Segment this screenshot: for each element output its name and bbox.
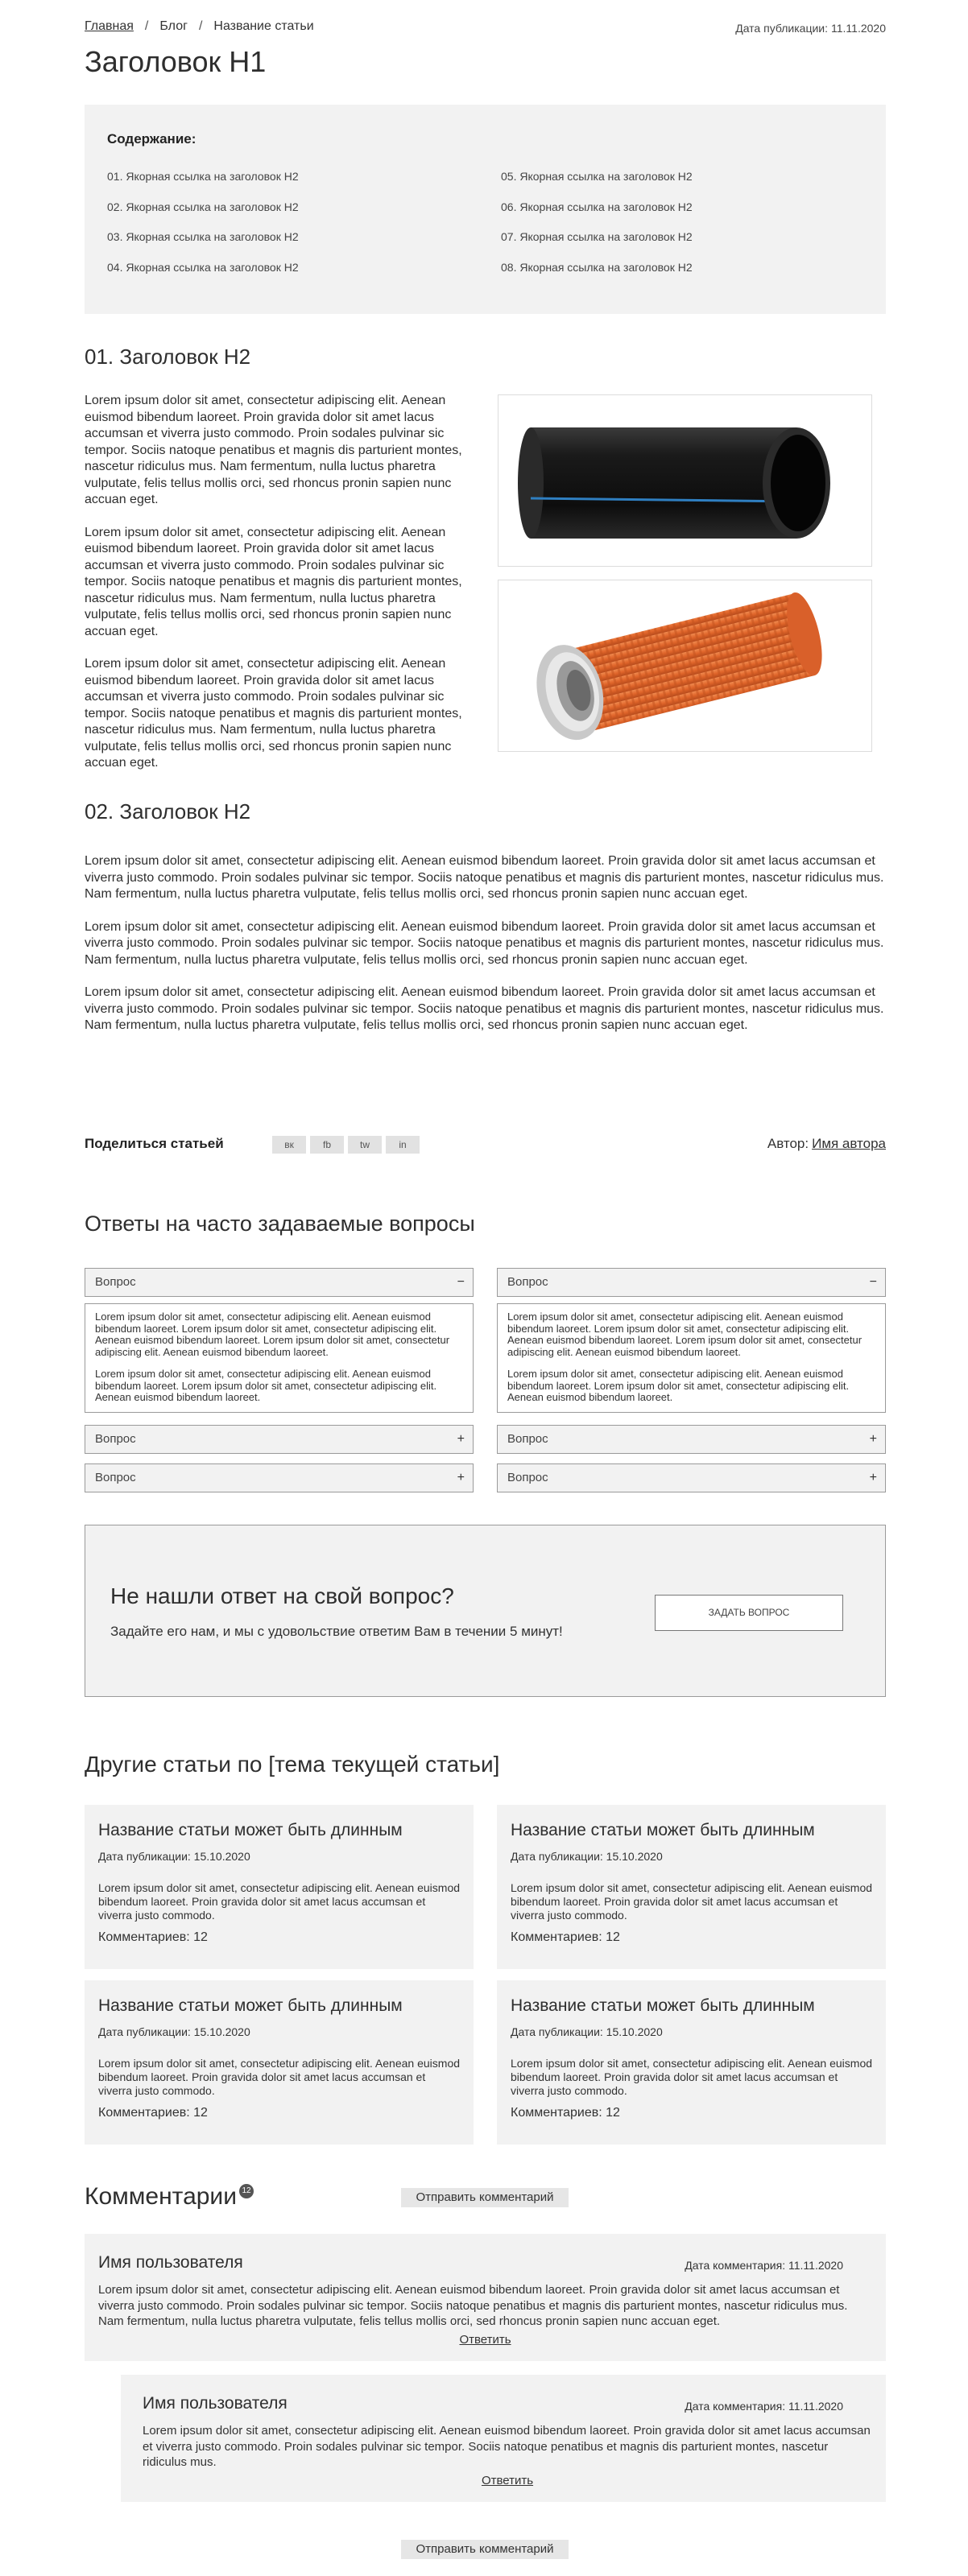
toc-link[interactable]: 02. Якорная ссылка на заголовок H2 — [107, 200, 299, 213]
expand-icon[interactable]: + — [869, 1432, 877, 1446]
faq-question-label: Вопрос — [95, 1275, 136, 1289]
article-card-date — [511, 1850, 872, 1863]
faq-answer-text: Lorem ipsum dolor sit amet, consectetur adipiscing elit. Aenean euismod bibendum laoreet. Lorem ipsum dolor sit amet, consectetur adipiscing elit. Aenean euismod bibendum laoreet. — [95, 1368, 437, 1403]
article-card-text: Lorem ipsum dolor sit amet, consectetur adipiscing elit. Aenean euismod bibendum laoreet. Proin gravida dolor sit amet lacus accumsan et viverra justo commodo. — [98, 2057, 461, 2097]
faq-column-left — [85, 1268, 474, 1502]
article-card-date-value: 15.10.2020 — [193, 2025, 250, 2038]
faq-question[interactable] — [85, 1463, 474, 1492]
article-card-date-label: Дата публикации: — [98, 2025, 191, 2038]
comment-user-name: Имя пользователя — [98, 2253, 243, 2272]
breadcrumb-separator: / — [144, 19, 149, 33]
article-card-date-label: Дата публикации: — [98, 1850, 191, 1863]
article-card-title[interactable]: Название статьи может быть длинным — [511, 1996, 815, 2015]
comment-date-value: 11.11.2020 — [788, 2400, 843, 2413]
comment-text: Lorem ipsum dolor sit amet, consectetur adipiscing elit. Aenean euismod bibendum laoreet. Proin gravida dolor sit amet lacus accumsan et viverra justo commodo. Proin sodales pulvinar sic tempor. Sociis natoque penatibus et magnis dis parturient montes, nascetur ridiculus mus. — [143, 2424, 871, 2469]
article-card-date-value: 15.10.2020 — [606, 1850, 663, 1863]
toc-title: Содержание: — [107, 131, 196, 147]
share-in-button[interactable]: in — [386, 1136, 420, 1154]
ask-question-panel — [85, 1525, 886, 1697]
faq-answer-text: Lorem ipsum dolor sit amet, consectetur adipiscing elit. Aenean euismod bibendum laoreet. Lorem ipsum dolor sit amet, consectetur adipiscing elit. Aenean euismod bibendum laoreet. — [507, 1368, 850, 1403]
reply-link[interactable]: Ответить — [481, 2473, 534, 2487]
black-pipe-image — [498, 394, 872, 567]
table-of-contents — [85, 105, 886, 314]
corrugated-pipe-image — [498, 580, 872, 752]
section-2-text — [85, 853, 886, 1051]
faq-question[interactable] — [85, 1268, 474, 1297]
article-card-text: Lorem ipsum dolor sit amet, consectetur adipiscing elit. Aenean euismod bibendum laoreet. Proin gravida dolor sit amet lacus accumsan et viverra justo commodo. — [98, 1881, 461, 1922]
toc-link[interactable]: 04. Якорная ссылка на заголовок H2 — [107, 260, 299, 274]
faq-question[interactable] — [497, 1425, 886, 1454]
reply-link[interactable]: Ответить — [459, 2332, 511, 2347]
faq-answer — [85, 1303, 474, 1413]
article-card-title[interactable]: Название статьи может быть длинным — [98, 1996, 403, 2015]
article-card-title[interactable]: Название статьи может быть длинным — [511, 1821, 815, 1839]
ask-subtitle: Задайте его нам, и мы с удовольствие ответим Вам в течении 5 минут! — [110, 1624, 563, 1639]
article-card-comments-count: 12 — [606, 1930, 620, 1944]
toc-link[interactable]: 03. Якорная ссылка на заголовок H2 — [107, 230, 299, 243]
toc-link[interactable]: 07. Якорная ссылка на заголовок H2 — [501, 230, 693, 243]
paragraph: Lorem ipsum dolor sit amet, consectetur adipiscing elit. Aenean euismod bibendum laoreet. Proin gravida dolor sit amet lacus accumsan et viverra justo commodo. Proin sodales pulvinar sic tempor. Sociis natoque penatibus et magnis dis parturient montes, nascetur ridiculus mus. Nam fermentum, nulla luctus pharetra vulputate, felis tellus mollis orci, sed rhoncus pronin sapien nunc accuan eget. — [85, 919, 884, 967]
comment-date-label: Дата комментария: — [685, 2259, 786, 2272]
share-bar — [85, 1133, 886, 1154]
share-tw-button[interactable]: tw — [348, 1136, 382, 1154]
comment-text: Lorem ipsum dolor sit amet, consectetur adipiscing elit. Aenean euismod bibendum laoreet. Proin gravida dolor sit amet lacus accumsan et viverra justo commodo. Proin sodales pulvinar sic tempor. Sociis natoque penatibus et magnis dis parturient montes, nascetur ridiculus mus. Nam fermentum, nulla luctus pharetra vulputate, felis tellus mollis orci, sed rhoncus pronin sapien nunc accuan eget. — [98, 2283, 848, 2328]
ask-title: Не нашли ответ на свой вопрос? — [110, 1583, 454, 1608]
faq-question[interactable] — [497, 1463, 886, 1492]
comment-date — [685, 2259, 843, 2272]
author-link[interactable]: Имя автора — [812, 1136, 886, 1151]
toc-link[interactable]: 01. Якорная ссылка на заголовок H2 — [107, 170, 299, 183]
toc-link[interactable]: 06. Якорная ссылка на заголовок H2 — [501, 200, 693, 213]
faq-answer-text: Lorem ipsum dolor sit amet, consectetur adipiscing elit. Aenean euismod bibendum laoreet. Lorem ipsum dolor sit amet, consectetur adipiscing elit. Aenean euismod bibendum laoreet. Lorem ipsum dolor sit amet, consectetur adipiscing elit. Aenean euismod bibendum laoreet. — [507, 1311, 863, 1358]
section-1-heading: 01. Заголовок H2 — [85, 345, 251, 369]
expand-icon[interactable]: + — [457, 1471, 465, 1484]
comments-title: Комментарии — [85, 2183, 237, 2210]
article-card-date — [98, 2025, 460, 2038]
comments-count-badge: 12 — [239, 2184, 254, 2198]
paragraph: Lorem ipsum dolor sit amet, consectetur adipiscing elit. Aenean euismod bibendum laoreet. Proin gravida dolor sit amet lacus accumsan et viverra justo commodo. Proin sodales pulvinar sic tempor. Sociis natoque penatibus et magnis dis parturient montes, nascetur ridiculus mus. Nam fermentum, nulla luctus pharetra vulputate, felis tellus mollis orci, sed rhoncus pronin sapien nunc accuan eget. — [85, 657, 462, 770]
toc-link[interactable]: 05. Якорная ссылка на заголовок H2 — [501, 170, 693, 183]
comment — [85, 2234, 886, 2361]
corrugated-pipe-illustration — [498, 580, 871, 751]
breadcrumb — [85, 19, 314, 34]
article-card-date-label: Дата публикации: — [511, 2025, 603, 2038]
author — [767, 1136, 886, 1152]
article-card-comments-count: 12 — [606, 2106, 620, 2120]
article-card[interactable] — [497, 1980, 886, 2145]
page-title: Заголовок H1 — [85, 45, 267, 78]
share-fb-button[interactable]: fb — [310, 1136, 344, 1154]
faq-title: Ответы на часто задаваемые вопросы — [85, 1212, 475, 1236]
faq-question-label: Вопрос — [507, 1471, 548, 1484]
article-card[interactable] — [85, 1980, 474, 2145]
article-card-date-label: Дата публикации: — [511, 1850, 603, 1863]
share-buttons — [272, 1136, 424, 1154]
section-1-text — [85, 393, 487, 788]
expand-icon[interactable]: + — [869, 1471, 877, 1484]
breadcrumb-home-link[interactable]: Главная — [85, 19, 134, 33]
comment-reply — [121, 2375, 886, 2502]
publication-date-label: Дата публикации: — [735, 22, 828, 35]
share-label: Поделиться статьей — [85, 1136, 224, 1151]
article-card-comments — [511, 1930, 872, 1945]
article-card[interactable] — [497, 1805, 886, 1969]
breadcrumb-current: Название статьи — [213, 19, 314, 33]
collapse-icon[interactable]: − — [869, 1275, 877, 1289]
article-card[interactable] — [85, 1805, 474, 1969]
faq-answer-text: Lorem ipsum dolor sit amet, consectetur adipiscing elit. Aenean euismod bibendum laoreet. Lorem ipsum dolor sit amet, consectetur adipiscing elit. Aenean euismod bibendum laoreet. Lorem ipsum dolor sit amet, consectetur adipiscing elit. Aenean euismod bibendum laoreet. — [95, 1311, 450, 1358]
send-comment-button-bottom[interactable]: Отправить комментарий — [401, 2540, 569, 2559]
article-card-title[interactable]: Название статьи может быть длинным — [98, 1821, 403, 1839]
article-card-comments-label: Комментариев: — [98, 2106, 190, 2120]
collapse-icon[interactable]: − — [457, 1275, 465, 1289]
article-card-comments — [98, 1930, 460, 1945]
author-label: Автор: — [767, 1136, 809, 1151]
article-card-comments-label: Комментариев: — [511, 1930, 602, 1944]
article-card-comments — [511, 2106, 872, 2120]
toc-column-left — [107, 169, 299, 290]
faq-question-label: Вопрос — [507, 1275, 548, 1289]
article-card-date — [511, 2025, 872, 2038]
article-card-comments-label: Комментариев: — [511, 2106, 602, 2120]
section-2-heading: 02. Заголовок H2 — [85, 799, 251, 824]
article-card-date-value: 15.10.2020 — [606, 2025, 663, 2038]
article-card-comments-count: 12 — [193, 2106, 208, 2120]
black-pipe-illustration — [498, 395, 871, 566]
expand-icon[interactable]: + — [457, 1432, 465, 1446]
faq-column-right — [497, 1268, 886, 1502]
faq-question[interactable] — [85, 1425, 474, 1454]
toc-link[interactable]: 08. Якорная ссылка на заголовок H2 — [501, 260, 693, 274]
article-card-comments-label: Комментариев: — [98, 1930, 190, 1944]
publication-date — [732, 22, 886, 35]
send-comment-button[interactable]: Отправить комментарий — [401, 2188, 569, 2207]
toc-column-right — [501, 169, 693, 290]
faq-question-label: Вопрос — [95, 1471, 136, 1484]
paragraph: Lorem ipsum dolor sit amet, consectetur adipiscing elit. Aenean euismod bibendum laoreet. Proin gravida dolor sit amet lacus accumsan et viverra justo commodo. Proin sodales pulvinar sic tempor. Sociis natoque penatibus et magnis dis parturient montes, nascetur ridiculus mus. Nam fermentum, nulla luctus pharetra vulputate, felis tellus mollis orci, sed rhoncus pronin sapien nunc accuan eget. — [85, 854, 884, 901]
breadcrumb-separator: / — [198, 19, 203, 33]
share-vk-button[interactable]: вк — [272, 1136, 306, 1154]
article-card-comments — [98, 2106, 460, 2120]
article-card-text: Lorem ipsum dolor sit amet, consectetur adipiscing elit. Aenean euismod bibendum laoreet. Proin gravida dolor sit amet lacus accumsan et viverra justo commodo. — [511, 2057, 873, 2097]
article-card-comments-count: 12 — [193, 1930, 208, 1944]
article-card-date-value: 15.10.2020 — [193, 1850, 250, 1863]
comment-date-label: Дата комментария: — [685, 2400, 786, 2413]
ask-question-button[interactable]: ЗАДАТЬ ВОПРОС — [655, 1595, 843, 1631]
other-articles-title: Другие статьи по [тема текущей статьи] — [85, 1752, 500, 1777]
paragraph: Lorem ipsum dolor sit amet, consectetur adipiscing elit. Aenean euismod bibendum laoreet. Proin gravida dolor sit amet lacus accumsan et viverra justo commodo. Proin sodales pulvinar sic tempor. Sociis natoque penatibus et magnis dis parturient montes, nascetur ridiculus mus. Nam fermentum, nulla luctus pharetra vulputate, felis tellus mollis orci, sed rhoncus pronin sapien nunc accuan eget. — [85, 985, 884, 1032]
faq-question-label: Вопрос — [507, 1432, 548, 1446]
article-card-date — [98, 1850, 460, 1863]
faq-question[interactable] — [497, 1268, 886, 1297]
paragraph: Lorem ipsum dolor sit amet, consectetur adipiscing elit. Aenean euismod bibendum laoreet. Proin gravida dolor sit amet lacus accumsan et viverra justo commodo. Proin sodales pulvinar sic tempor. Sociis natoque penatibus et magnis dis parturient montes, nascetur ridiculus mus. Nam fermentum, nulla luctus pharetra vulputate, felis tellus mollis orci, sed rhoncus pronin sapien nunc accuan eget. — [85, 394, 462, 506]
faq-answer — [497, 1303, 886, 1413]
comment-date — [685, 2400, 843, 2413]
article-card-text: Lorem ipsum dolor sit amet, consectetur adipiscing elit. Aenean euismod bibendum laoreet. Proin gravida dolor sit amet lacus accumsan et viverra justo commodo. — [511, 1881, 873, 1922]
comment-date-value: 11.11.2020 — [788, 2259, 843, 2272]
publication-date-value: 11.11.2020 — [831, 22, 886, 35]
comment-user-name: Имя пользователя — [143, 2394, 288, 2413]
faq-question-label: Вопрос — [95, 1432, 136, 1446]
breadcrumb-blog[interactable]: Блог — [159, 19, 188, 33]
paragraph: Lorem ipsum dolor sit amet, consectetur adipiscing elit. Aenean euismod bibendum laoreet. Proin gravida dolor sit amet lacus accumsan et viverra justo commodo. Proin sodales pulvinar sic tempor. Sociis natoque penatibus et magnis dis parturient montes, nascetur ridiculus mus. Nam fermentum, nulla luctus pharetra vulputate, felis tellus mollis orci, sed rhoncus pronin sapien nunc accuan eget. — [85, 525, 462, 638]
